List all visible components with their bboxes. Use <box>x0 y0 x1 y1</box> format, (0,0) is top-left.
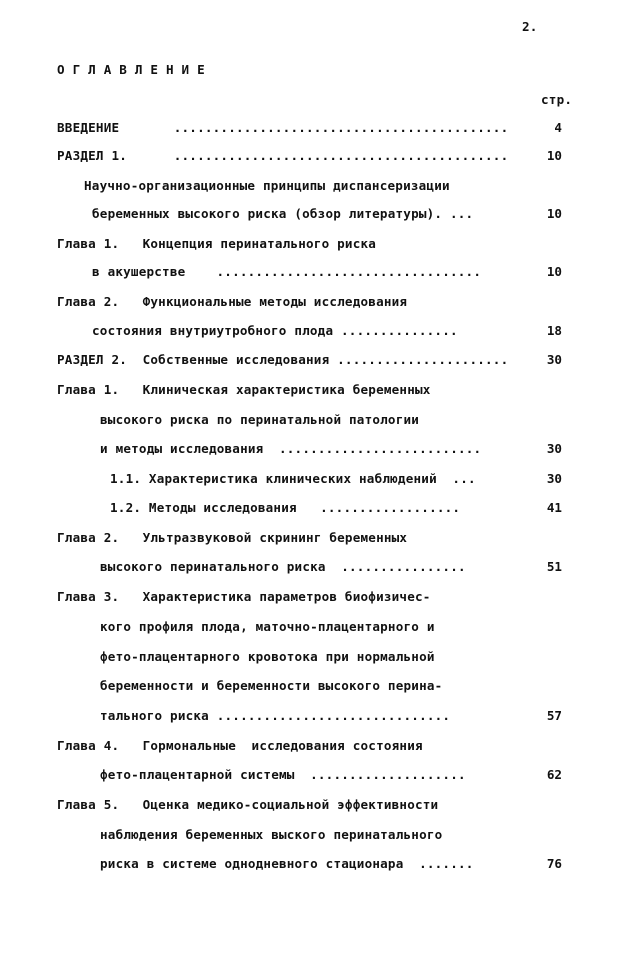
toc-page: 57 <box>546 708 562 723</box>
toc-page: 51 <box>546 559 562 574</box>
toc-page: 30 <box>546 352 562 367</box>
toc-entry: Научно-организационные принципы диспансеризации <box>84 178 450 193</box>
toc-page: 62 <box>546 767 562 782</box>
toc-entry: высокого перинатального риска ................ <box>100 559 466 574</box>
toc-page: 10 <box>546 264 562 279</box>
toc-entry: Глава 2. Функциональные методы исследования <box>57 294 408 309</box>
toc-page: 41 <box>546 500 562 515</box>
toc-heading: О Г Л А В Л Е Н И Е <box>57 62 205 77</box>
toc-entry: фето-плацентарной системы .................... <box>100 767 466 782</box>
toc-page: 4 <box>554 120 562 135</box>
toc-entry: РАЗДЕЛ 2. Собственные исследования ...................... <box>57 352 509 367</box>
toc-entry: 1.2. Методы исследования .................. <box>110 500 461 515</box>
toc-entry: беременных высокого риска (обзор литературы). ... <box>92 206 474 221</box>
toc-entry: Глава 1. Концепция перинатального риска <box>57 236 377 251</box>
toc-page: 10 <box>546 206 562 221</box>
toc-entry: тального риска .............................. <box>100 708 451 723</box>
toc-entry: беременности и беременности высокого перина- <box>100 678 443 693</box>
toc-entry: высокого риска по перинатальной патологии <box>100 412 420 427</box>
toc-entry: РАЗДЕЛ 1. ........................................... <box>57 148 509 163</box>
toc-page: 30 <box>546 441 562 456</box>
toc-entry: состояния внутриутробного плода ............... <box>92 323 458 338</box>
toc-page: 30 <box>546 471 562 486</box>
page-number: 2. <box>522 19 538 34</box>
toc-entry: Глава 2. Ультразвуковой скрининг беременных <box>57 530 408 545</box>
toc-entry: кого профиля плода, маточно-плацентарного и <box>100 619 435 634</box>
toc-page: 18 <box>546 323 562 338</box>
toc-entry: Глава 3. Характеристика параметров биофизичес- <box>57 589 431 604</box>
toc-page: 10 <box>546 148 562 163</box>
toc-entry: 1.1. Характеристика клинических наблюдений ... <box>110 471 476 486</box>
toc-entry: Глава 5. Оценка медико-социальной эффективности <box>57 797 439 812</box>
toc-entry: и методы исследования .......................... <box>100 441 482 456</box>
toc-page: 76 <box>546 856 562 871</box>
toc-entry: риска в системе однодневного стационара ....... <box>100 856 474 871</box>
toc-entry: в акушерстве .................................. <box>92 264 482 279</box>
toc-entry: наблюдения беременных выского перинатального <box>100 827 443 842</box>
toc-entry: фето-плацентарного кровотока при нормальной <box>100 649 435 664</box>
toc-entry: Глава 1. Клиническая характеристика беременных <box>57 382 431 397</box>
toc-entry: Глава 4. Гормональные исследования состояния <box>57 738 423 753</box>
toc-entry: ВВЕДЕНИЕ ........................................... <box>57 120 509 135</box>
page-column-label: стр. <box>541 92 573 107</box>
